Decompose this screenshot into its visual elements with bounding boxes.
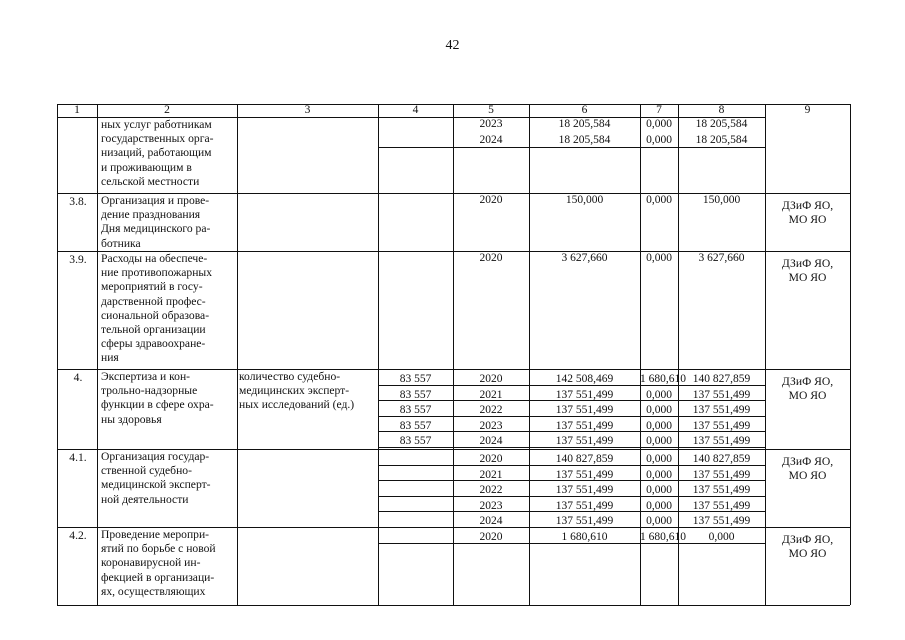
- total-amount: 137 551,499: [555, 515, 614, 527]
- total-amount: 142 508,469: [555, 373, 614, 385]
- year-cell: 2020: [479, 194, 503, 206]
- regional-amount: 137 551,499: [692, 388, 751, 401]
- grid-line: [678, 104, 679, 605]
- total-amount: 137 551,499: [555, 404, 614, 416]
- year-cell: 2021: [479, 388, 503, 401]
- column-header: 8: [718, 104, 725, 116]
- federal-amount: 0,000: [646, 484, 672, 496]
- row-name: Экспертиза и кон- трольно-надзорные функции в сфере охра- ны здоровья: [101, 370, 214, 426]
- federal-amount: 0,000: [646, 499, 672, 512]
- year-cell: 2020: [479, 453, 503, 465]
- regional-amount: 137 551,499: [692, 419, 751, 432]
- federal-amount: 0,000: [646, 118, 672, 130]
- grid-line: [378, 543, 765, 544]
- regional-amount: 137 551,499: [692, 484, 751, 496]
- grid-line: [378, 104, 379, 605]
- grid-line: [378, 511, 765, 512]
- federal-amount: 0,000: [646, 194, 672, 206]
- federal-amount: 0,000: [646, 515, 672, 527]
- row-name: Организация и прове- дение празднования Дня медицинского ра- ботника: [101, 194, 211, 250]
- federal-amount: 0,000: [646, 453, 672, 465]
- grid-line: [453, 104, 454, 605]
- regional-amount: 137 551,499: [692, 468, 751, 481]
- year-cell: 2023: [479, 499, 503, 512]
- row-executor: ДЗиФ ЯО, МО ЯО: [781, 455, 834, 483]
- column-header: 7: [656, 104, 662, 116]
- year-cell: 2024: [479, 515, 503, 527]
- row-name: Организация государ- ственной судебно- медицинской эксперт- ной деятельности: [101, 450, 211, 506]
- indicator-value: 83 557: [399, 373, 432, 385]
- indicator-value: 83 557: [399, 404, 432, 416]
- total-amount: 3 627,660: [561, 252, 608, 264]
- row-name: ных услуг работникам государственных орга- низаций, работающим и проживающим в сельской местности: [101, 118, 214, 188]
- year-cell: 2020: [479, 252, 503, 264]
- year-cell: 2022: [479, 484, 503, 496]
- regional-amount: 0,000: [708, 531, 735, 543]
- grid-line: [640, 104, 641, 605]
- federal-amount: 1 680,610: [640, 373, 686, 385]
- column-header: 9: [804, 104, 811, 116]
- column-header: 4: [412, 104, 419, 116]
- total-amount: 150,000: [565, 194, 604, 206]
- grid-line: [378, 480, 765, 481]
- grid-line: [850, 104, 851, 605]
- row-number: 4.1.: [69, 451, 87, 464]
- regional-amount: 18 205,584: [695, 133, 748, 146]
- row-indicator: количество судебно- медицинских эксперт- ных исследований (ед.): [239, 370, 355, 412]
- grid-line: [378, 465, 765, 466]
- grid-line: [378, 496, 765, 497]
- total-amount: 1 680,610: [561, 531, 608, 543]
- row-executor: ДЗиФ ЯО, МО ЯО: [781, 257, 834, 285]
- grid-line: [765, 104, 766, 605]
- grid-line: [378, 447, 765, 448]
- grid-line: [378, 416, 765, 417]
- year-cell: 2020: [479, 373, 503, 385]
- regional-amount: 3 627,660: [698, 252, 745, 264]
- page-number: 42: [445, 38, 460, 53]
- regional-amount: 140 827,859: [692, 453, 751, 465]
- column-header: 3: [304, 104, 311, 116]
- row-name: Расходы на обеспече- ние противопожарных мероприятий в госу- дарственной профес- сиональной образова- тельной организации сферы здравоохране- ния: [101, 252, 213, 365]
- total-amount: 18 205,584: [558, 118, 611, 130]
- regional-amount: 137 551,499: [692, 499, 751, 512]
- grid-line: [378, 147, 765, 148]
- indicator-value: 83 557: [399, 435, 432, 447]
- total-amount: 137 551,499: [555, 419, 614, 432]
- regional-amount: 137 551,499: [692, 435, 751, 447]
- federal-amount: 0,000: [646, 419, 672, 432]
- total-amount: 137 551,499: [555, 388, 614, 401]
- grid-line: [378, 431, 765, 432]
- year-cell: 2021: [479, 468, 503, 481]
- grid-line: [529, 104, 530, 605]
- regional-amount: 18 205,584: [695, 118, 748, 130]
- row-number: 3.8.: [69, 195, 87, 208]
- column-header: 2: [164, 104, 170, 116]
- indicator-value: 83 557: [399, 388, 432, 401]
- grid-line: [378, 400, 765, 401]
- row-name: Проведение меропри- ятий по борьбе с новой коронавирусной ин- фекцией в организаци- ях, осуществляющих: [101, 528, 216, 598]
- total-amount: 140 827,859: [555, 453, 614, 465]
- year-cell: 2024: [479, 435, 503, 447]
- grid-line: [378, 385, 765, 386]
- column-header: 5: [488, 104, 494, 116]
- year-cell: 2024: [479, 133, 503, 146]
- total-amount: 137 551,499: [555, 499, 614, 512]
- regional-amount: 150,000: [702, 194, 741, 206]
- year-cell: 2022: [479, 404, 503, 416]
- row-number: 4.: [73, 371, 83, 384]
- federal-amount: 0,000: [646, 468, 672, 481]
- total-amount: 137 551,499: [555, 435, 614, 447]
- grid-line: [237, 104, 238, 605]
- federal-amount: 1 680,610: [640, 531, 686, 543]
- federal-amount: 0,000: [646, 404, 672, 416]
- total-amount: 137 551,499: [555, 468, 614, 481]
- row-number: 4.2.: [69, 529, 87, 542]
- row-executor: ДЗиФ ЯО, МО ЯО: [781, 199, 834, 227]
- row-executor: ДЗиФ ЯО, МО ЯО: [781, 375, 834, 403]
- year-cell: 2023: [479, 118, 503, 130]
- regional-amount: 137 551,499: [692, 515, 751, 527]
- indicator-value: 83 557: [399, 419, 432, 432]
- year-cell: 2023: [479, 419, 503, 432]
- row-executor: ДЗиФ ЯО, МО ЯО: [781, 533, 834, 561]
- federal-amount: 0,000: [646, 388, 672, 401]
- regional-amount: 137 551,499: [692, 404, 751, 416]
- total-amount: 18 205,584: [558, 133, 611, 146]
- grid-line: [57, 104, 58, 605]
- federal-amount: 0,000: [646, 133, 672, 146]
- column-header: 6: [581, 104, 588, 116]
- budget-table: [57, 104, 850, 601]
- year-cell: 2020: [479, 531, 503, 543]
- federal-amount: 0,000: [646, 435, 672, 447]
- column-header: 1: [74, 104, 80, 116]
- row-number: 3.9.: [69, 253, 87, 266]
- federal-amount: 0,000: [646, 252, 672, 264]
- total-amount: 137 551,499: [555, 484, 614, 496]
- grid-line: [57, 605, 850, 606]
- grid-line: [97, 104, 98, 605]
- regional-amount: 140 827,859: [692, 373, 751, 385]
